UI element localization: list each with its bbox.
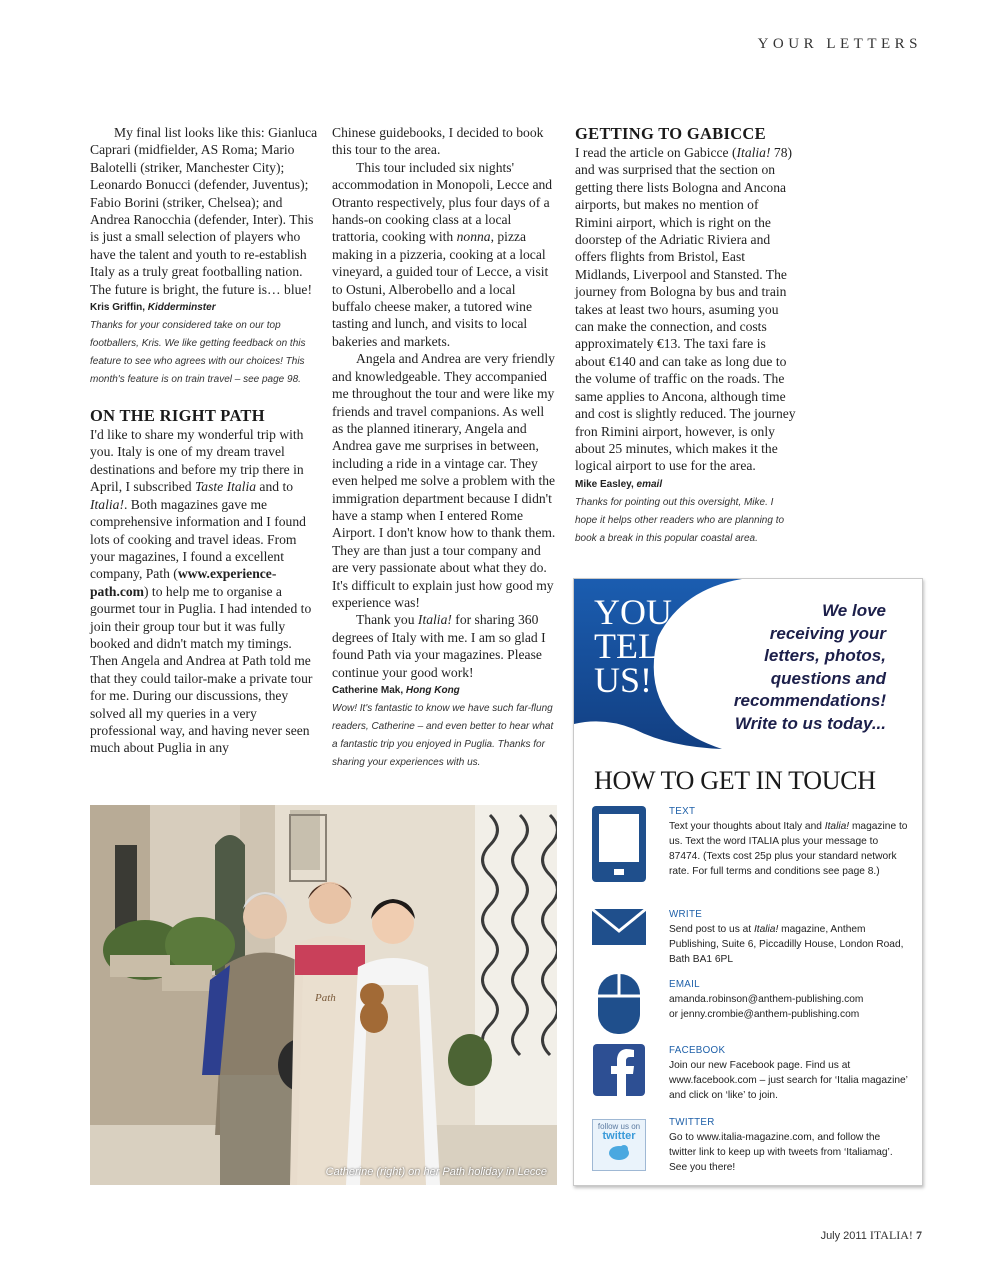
footer-issue: July 2011 [820,1230,867,1242]
signature-name: Mike Easley, [575,478,634,490]
website-link[interactable]: www.experience-path.com [90,566,277,599]
letter-signature [332,683,557,698]
signature-place: Hong Kong [405,685,460,696]
write-body: Send post to us at Italia! magazine, Anthem Publishing, Suite 6, Piccadilly House, London Road, Bath BA1 6PL [669,924,904,965]
letter-signature [575,477,797,492]
letters-column-2 [332,124,557,772]
page-footer [821,1228,922,1243]
twitter-label: TWITTER [669,1117,715,1128]
letter-heading: ON THE RIGHT PATH [90,406,265,426]
email-address-2[interactable]: jenny.crombie@anthem-publishing.com [680,1009,860,1020]
twitter-body: Go to www.italia-magazine.com, and follow the twitter link to keep up with tweets from ‘Italiamag’. See you there! [669,1132,893,1173]
letter-paragraph: Chinese guidebooks, I decided to book this tour to the area. [332,125,544,158]
phone-icon [592,806,646,882]
holiday-photo [90,805,557,1185]
contact-title: HOW TO GET IN TOUCH [594,766,876,795]
letters-column-3 [575,124,797,548]
bubble-title: YOU TELL US! [594,592,682,700]
letter-paragraph: This tour included six nights' accommodation in Monopoli, Lecce and Otranto respectively, plus four days of a hands-on cooking class at a local trattoria, cooking with nonna, pizza making in a pizzeria, cooking at a local vineyard, a guided tour of Lecce, a visit to Ostuni, Alberobello and a local buffalo cheese maker, a tutored wine tasting and lunch, and visits to local bakeries and markets. [332,159,553,349]
text-label: TEXT [669,806,696,817]
envelope-icon [592,909,646,945]
letter-paragraph: I'd like to share my wonderful trip with you. Italy is one of my dream travel destinations and before my trip there in April, I subscribed Taste Italia and to Italia!. Both magazines gave me comprehensive information and I found lots of cooking and travel ideas. From your magazines, I found a excellent company, Path (www.experience-path.com) to help me to organise a gourmet tour in Puglia. I had intended to join their group tour but it was fully booked and didn't match my timings. Then Angela and Andrea at Path told me that they could tailor-make a private tour for me. During our discussions, they solved all my queries in a very professional way, and having never seen much about Puglia in any [90,427,313,756]
letter-paragraph: Thank you Italia! for sharing 360 degrees of Italy with me. I am so glad I found Path via your magazines. Please continue your good work! [332,612,546,680]
letter-paragraph: My final list looks like this: Gianluca Caprari (midfielder, AS Roma; Mario Balotelli (striker, Manchester City); Leonardo Bonucci (defender, Juventus); Fabio Borini (striker, Chelsea); and Andrea Ranocchia (defender, Inter). This is just a small selection of players who have the talent and youth to re-establish Italy as a truly great footballing nation. The future is bright, the future is… blue! [90,125,318,297]
letter-paragraph: I read the article on Gabicce (Italia! 78) and was surprised that the section on getting there lists Bologna and Ancona airports, but makes no mention of Rimini airport, which is right on the doorstep of the Adriatic Riviera and offers flights from Bristol, East Midlands, Liverpool and Stansted. The journey from Bologna by bus and train takes at least two hours, asuming you can make the connection, and costs approximately €13. The taxi fare is about €140 and can take as long due to the volume of traffic on the roads. The same applies to Ancona, although time and cost is slightly reduced. The journey fron Rimini airport, however, is only about 25 minutes, which makes it the logical airport to use for the area. [575,145,796,474]
letter-paragraph: Angela and Andrea are very friendly and knowledgeable. They accompanied me throughout the tour and were like my friends and travel companions. As well as the planned itinerary, Angela and Andrea gave me surprises in between, including a ride in a vintage car. They even helped me solve a problem with the immigration department because I didn't have a stamp when I entered Rome Airport. I don't know how to thank them. They are than just a tour company and are very passionate about what they do. It's difficult to explain just how good my experience was! [332,351,556,610]
editor-reply: Thanks for your considered take on our top footballers, Kris. We like getting feedback on this feature to see who agrees with our choices! This month's feature is on train travel – see page 98. [90,320,306,386]
signature-place: email [636,478,663,490]
photo-illustration [90,805,557,1185]
editor-reply: Thanks for pointing out this oversight, Mike. I hope it helps other readers who are planning to book a break in this popular coastal area. [575,496,785,544]
letter-signature [90,300,318,315]
editor-reply: Wow! It's fantastic to know we have such far-flung readers, Catherine – and even better to hear what a fantastic trip you enjoyed in Puglia. Thanks for sharing your experiences with us. [332,703,554,768]
bubble-tagline: We love receiving your letters, photos, questions and recommendations! Write to us today... [733,601,886,733]
footer-magazine: ITALIA! [869,1228,913,1242]
facebook-label: FACEBOOK [669,1045,726,1056]
text-body: Text your thoughts about Italy and Italia! magazine to us. Text the word ITALIA plus your message to 87474. (Texts cost 25p plus your standard network rate. For full terms and conditions see page 8.) [669,821,908,877]
apron-logo: Path [315,992,336,1004]
facebook-body: Join our new Facebook page. Find us at www.facebook.com – just search for ‘Italia magazine’ and click on ‘like’ to join. [669,1060,908,1101]
photo-caption: Catherine (right) on her Path holiday in Lecce [325,1166,547,1178]
bird-icon [604,1142,634,1162]
letters-column-1 [90,124,318,757]
mouse-icon [592,972,646,1036]
email-label: EMAIL [669,979,700,990]
section-header: YOUR LETTERS [757,36,922,52]
page-number: 7 [916,1228,922,1242]
facebook-icon [592,1044,646,1096]
signature-name: Kris Griffin, [90,302,146,314]
signature-place: Kidderminster [147,302,216,314]
letter-heading: GETTING TO GABICCE [575,124,766,143]
email-address-1[interactable]: amanda.robinson@anthem-publishing.com [669,994,864,1005]
write-label: WRITE [669,909,703,920]
twitter-badge[interactable]: follow us on twitter [592,1119,646,1171]
signature-name: Catherine Mak, [332,685,404,696]
email-body: amanda.robinson@anthem-publishing.com or jenny.crombie@anthem-publishing.com [669,992,909,1022]
contact-box [573,578,923,1186]
